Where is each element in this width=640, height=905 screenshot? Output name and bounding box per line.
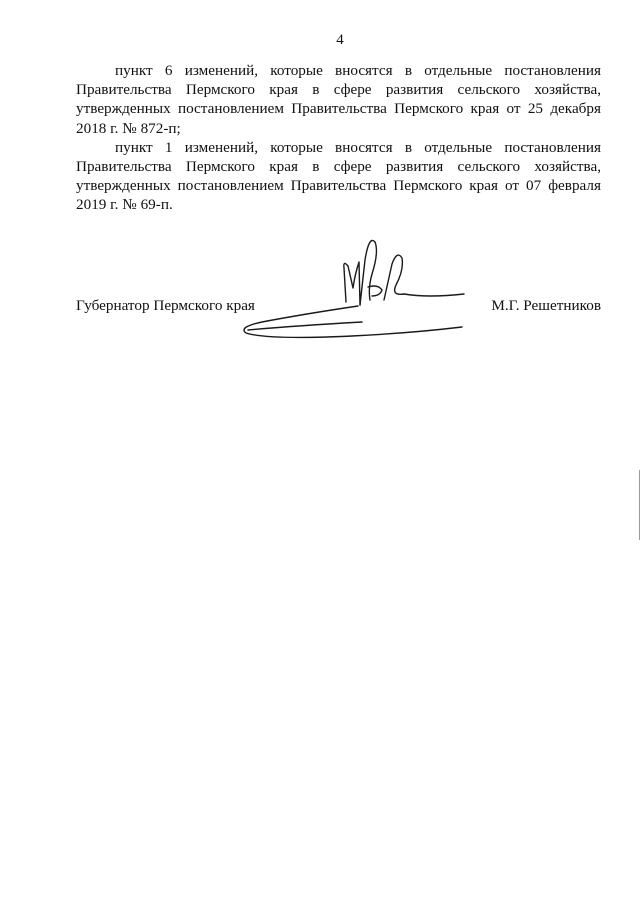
- document-body: [76, 61, 601, 215]
- handwritten-signature: [232, 230, 472, 345]
- signer-name: М.Г. Решетников: [491, 297, 601, 314]
- list-item-paragraph: пункт 6 изменений, которые вносятся в отдельные постановления Правительства Пермского края в сфере развития сельского хозяйства, утвержденных постановлением Правительства Пермского края от 25 декабря 2018 г. № 872-п;: [76, 62, 601, 137]
- signature-block: [76, 296, 601, 316]
- page-number: 4: [336, 32, 344, 48]
- signer-title: Губернатор Пермского края: [76, 297, 255, 314]
- list-item-paragraph: пункт 1 изменений, которые вносятся в отдельные постановления Правительства Пермского края в сфере развития сельского хозяйства, утвержденных постановлением Правительства Пермского края от 07 февраля 2019 г. № 69-п.: [76, 138, 601, 214]
